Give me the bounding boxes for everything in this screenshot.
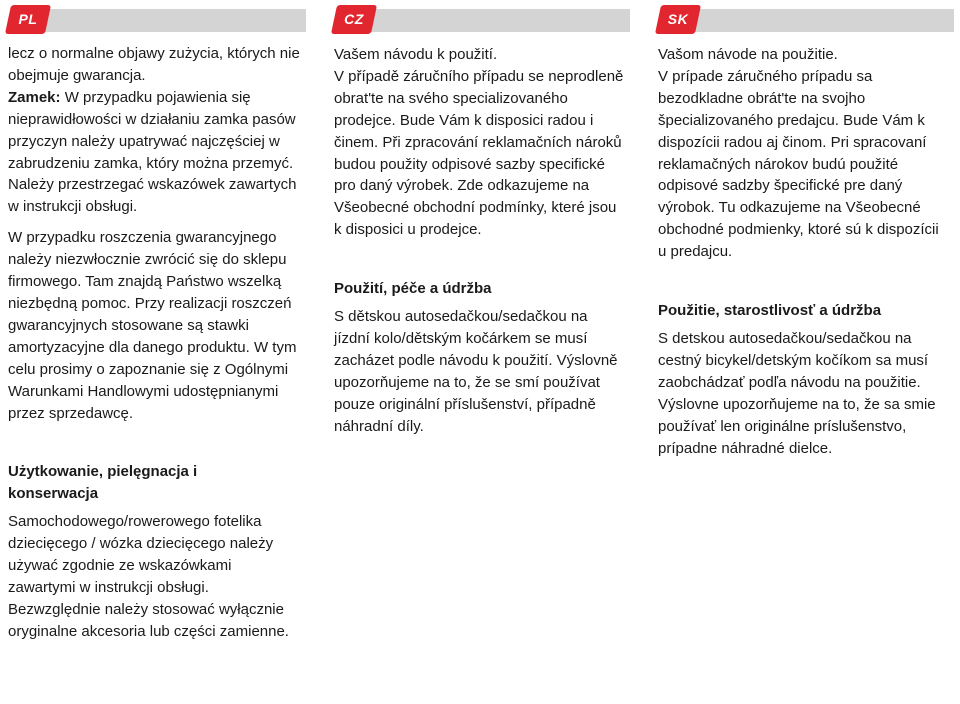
lock-label: Zamek: bbox=[8, 88, 61, 106]
lock-text: W przypadku pojawienia się nieprawidłowości w działaniu zamka pasów przyczyn należy upatrywać najczęściej w zabrudzeniu zamka, który można przemyć. Należy przestrzegać wskazówek zawartych w instrukcji obsługi. bbox=[8, 88, 297, 216]
warranty-claim-paragraph: V případě záručního případu se neprodleně obrat'te na svého specializovaného prodejce. Bude Vám k disposici radou i činem. Při zpracování reklamačních nároků budou použity odpisové sazby specifické pro daný výrobek. Zde odkazujeme na Všeobecné obchodní podmínky, které jsou k disposici u prodejce. bbox=[334, 67, 624, 239]
language-badge-cz: CZ bbox=[344, 11, 364, 27]
column-sk bbox=[658, 0, 954, 459]
care-paragraph: S dětskou autosedačkou/sedačkou na jízdní kolo/dětským kočárkem se musí zacházet podle návodu k použití. Výslovně upozorňujeme na to, že se smí používat pouze originální příslušenství, případně náhradní díly. bbox=[334, 308, 618, 435]
header-bar bbox=[30, 9, 306, 32]
language-header-pl bbox=[8, 0, 306, 33]
section-heading-care: Použitie, starostlivosť a údržba bbox=[658, 302, 882, 320]
section-heading-care: Użytkowanie, pielęgnacja i konserwacja bbox=[8, 463, 198, 503]
lock-paragraph bbox=[8, 87, 304, 218]
language-badge-pl: PL bbox=[18, 11, 38, 27]
column-pl bbox=[8, 0, 306, 643]
care-paragraph: Samochodowego/rowerowego fotelika dziecięcego / wózka dziecięcego należy używać zgodnie ze wskazówkami zawartymi w instrukcji obsługi. Bezwzględnie należy stosować wyłącznie oryginalne akcesoria lub części zamienne. bbox=[8, 513, 289, 640]
language-header-cz bbox=[334, 0, 630, 33]
section-heading-care: Použití, péče a údržba bbox=[334, 280, 492, 298]
header-bar bbox=[680, 9, 954, 32]
language-badge-sk: SK bbox=[667, 11, 689, 27]
language-header-sk bbox=[658, 0, 954, 33]
warranty-claim-paragraph: W przypadku roszczenia gwarancyjnego należy niezwłocznie zwrócić się do sklepu firmowego. Tam znajdą Państwo wszelką niezbędną pomoc. Przy realizacji roszczeń gwarancyjnych stosowane są stawki amortyzacyjne dla danego produktu. W tym celu prosimy o zapoznanie się z Ogólnymi Warunkami Handlowymi udostępnianymi przez sprzedawcę. bbox=[8, 229, 297, 422]
intro-paragraph: Vašom návode na použitie. bbox=[658, 46, 838, 63]
column-cz bbox=[334, 0, 630, 438]
intro-paragraph: lecz o normalne objawy zużycia, których nie obejmuje gwarancja. bbox=[8, 45, 300, 84]
care-paragraph: S detskou autosedačkou/sedačkou na cestný bicykel/detským kočíkom sa musí zaobchádzať podľa návodu na použitie. Výslovne upozorňujeme na to, že sa smie používať len originálne príslušenstvo, prípadne náhradné dielce. bbox=[658, 329, 936, 457]
warranty-claim-paragraph: V prípade záručného prípadu sa bezodkladne obrát'te na svojho špecializovaného predajcu. Bude Vám k dispozícii radou aj činom. Pri spracovaní reklamačných nárokov budú použité odpisové sadzby špecifické pre daný výrobok. Tu odkazujeme na Všeobecné obchodné podmienky, ktoré sú k dispozícii u predajcu. bbox=[658, 67, 939, 261]
header-bar bbox=[356, 9, 630, 32]
intro-paragraph: Vašem návodu k použití. bbox=[334, 46, 498, 63]
